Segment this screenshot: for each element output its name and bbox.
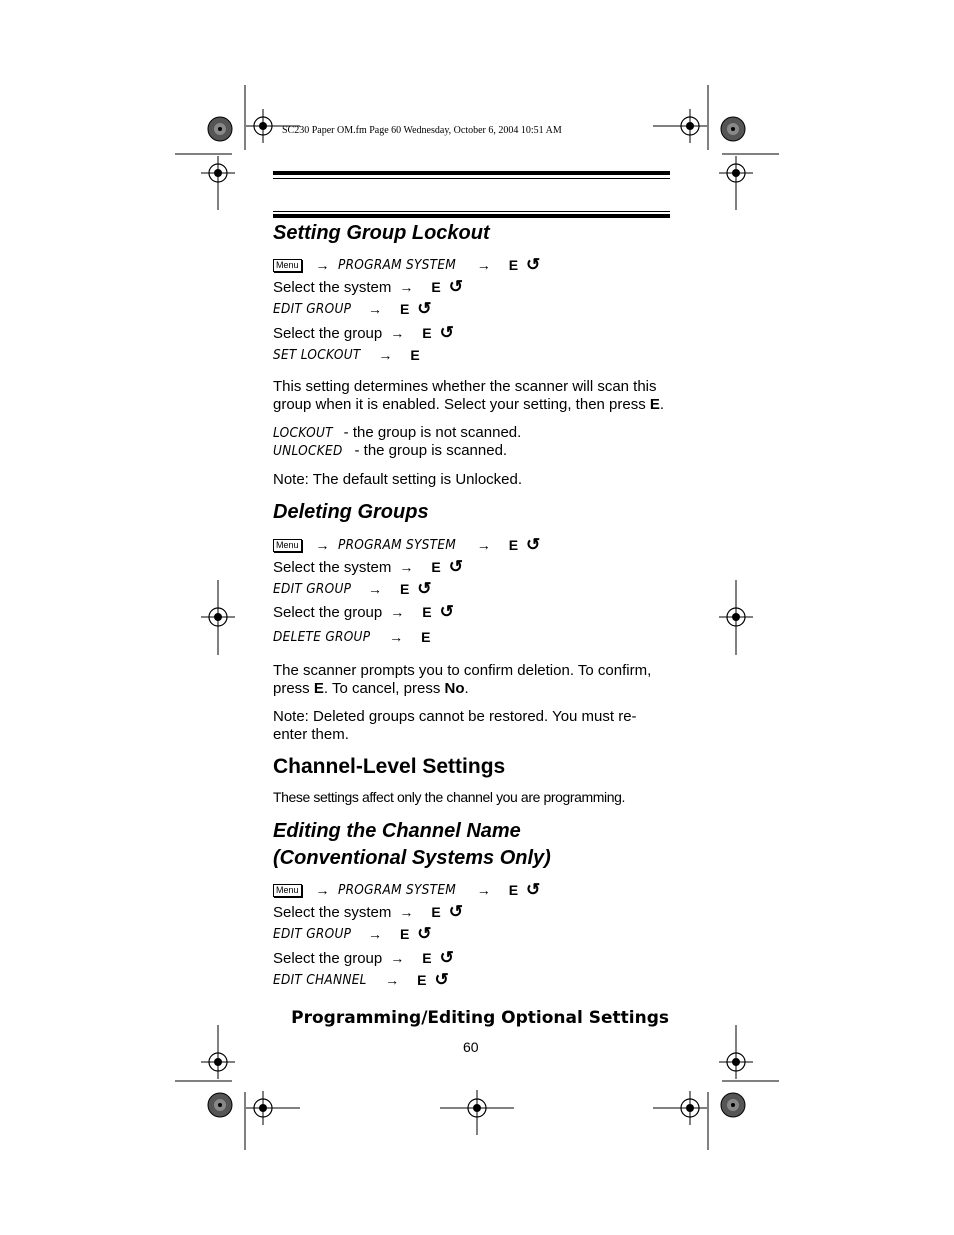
text-bold: No: [444, 680, 465, 697]
arrow-right-icon: →: [315, 257, 330, 273]
arrow-right-icon: →: [476, 882, 491, 898]
step-label: Select the system: [273, 903, 392, 921]
e-key-icon: E: [417, 972, 427, 988]
paragraph-lockout-description: [273, 378, 673, 414]
rotate-knob-icon: ↺: [526, 255, 541, 274]
e-key-icon: E: [422, 950, 432, 966]
step-select-system: [273, 276, 463, 298]
e-key-icon: E: [399, 581, 410, 597]
text: This setting determines whether the scanner will scan this group when it is enabled. Select your setting, then press: [273, 378, 657, 413]
rotate-knob-icon: ↺: [448, 277, 463, 296]
text: - the group is not scanned.: [339, 424, 522, 441]
text: The scanner prompts you to confirm deletion. To confirm, press: [273, 662, 652, 697]
star-target-icon: [208, 117, 232, 141]
step-edit-group: [273, 298, 432, 320]
arrow-right-icon: →: [389, 629, 404, 645]
rotate-knob-icon: ↺: [439, 323, 454, 342]
lcd-text: EDIT CHANNEL: [273, 972, 367, 988]
text: .: [464, 680, 469, 697]
top-rule-thin: [273, 178, 670, 179]
e-key-icon: E: [508, 537, 519, 553]
rotate-knob-icon: ↺: [448, 557, 463, 576]
lcd-text: EDIT GROUP: [273, 301, 352, 317]
e-key-icon: E: [431, 559, 441, 575]
lcd-text: UNLOCKED: [273, 443, 343, 459]
arrow-right-icon: →: [390, 950, 405, 966]
arrow-right-icon: →: [367, 926, 382, 942]
step-edit-group: [273, 578, 432, 600]
menu-key-icon: Menu: [273, 259, 302, 272]
e-key-icon: E: [422, 604, 432, 620]
paragraph-confirm-deletion: [273, 662, 673, 698]
step-label: Select the system: [273, 558, 392, 576]
arrow-right-icon: →: [315, 537, 330, 553]
arrow-right-icon: →: [399, 904, 414, 920]
e-key-icon: E: [410, 347, 420, 363]
rotate-knob-icon: ↺: [434, 970, 449, 989]
step-select-system: [273, 556, 463, 578]
arrow-right-icon: →: [390, 325, 405, 341]
rotate-knob-icon: ↺: [439, 602, 454, 621]
step-label: Select the group: [273, 324, 383, 342]
rotate-knob-icon: ↺: [417, 299, 432, 318]
e-key-icon: E: [399, 926, 410, 942]
section-rule-thin: [273, 211, 670, 212]
e-key-icon: E: [508, 257, 519, 273]
page-number: 60: [463, 1039, 479, 1055]
rotate-knob-icon: ↺: [448, 902, 463, 921]
note-deleted-groups: Note: Deleted groups cannot be restored. You must re-enter them.: [273, 708, 637, 743]
step-label: Select the group: [273, 603, 383, 621]
arrow-right-icon: →: [399, 559, 414, 575]
step-edit-group: [273, 923, 432, 945]
lcd-text: PROGRAM SYSTEM: [337, 882, 456, 898]
step-delete-group: [273, 626, 430, 648]
step-edit-channel: [273, 969, 449, 991]
star-target-icon: [208, 1093, 232, 1117]
section-title-setting-group-lockout: Setting Group Lockout: [273, 222, 490, 244]
section-subtitle: These settings affect only the channel you are programming.: [273, 789, 626, 805]
section-title-deleting-groups: Deleting Groups: [273, 501, 429, 523]
lcd-text: PROGRAM SYSTEM: [337, 537, 456, 553]
lcd-text: EDIT GROUP: [273, 581, 352, 597]
star-target-icon: [721, 117, 745, 141]
lcd-text: PROGRAM SYSTEM: [337, 257, 456, 273]
step-select-group: [273, 322, 454, 344]
unlocked-option: [273, 442, 673, 460]
step-select-group: [273, 601, 454, 623]
rotate-knob-icon: ↺: [439, 948, 454, 967]
e-key-icon: E: [431, 279, 441, 295]
print-header-stamp: SC230 Paper OM.fm Page 60 Wednesday, October 6, 2004 10:51 AM: [282, 125, 562, 136]
arrow-right-icon: →: [367, 301, 382, 317]
e-key-icon: E: [399, 301, 410, 317]
text: . To cancel, press: [323, 680, 445, 697]
arrow-right-icon: →: [378, 347, 393, 363]
menu-key-icon: Menu: [273, 539, 302, 552]
text-bold: E: [313, 680, 324, 697]
step-select-system: [273, 901, 463, 923]
rotate-knob-icon: ↺: [417, 579, 432, 598]
menu-key-icon: Menu: [273, 884, 302, 897]
arrow-right-icon: →: [399, 279, 414, 295]
lcd-text: SET LOCKOUT: [273, 347, 361, 363]
section-rule: [273, 214, 670, 218]
lcd-text: DELETE GROUP: [273, 629, 371, 645]
e-key-icon: E: [508, 882, 519, 898]
step-menu-program-system: [273, 879, 540, 901]
arrow-right-icon: →: [367, 581, 382, 597]
rotate-knob-icon: ↺: [526, 535, 541, 554]
rotate-knob-icon: ↺: [417, 924, 432, 943]
text: - the group is scanned.: [350, 442, 508, 459]
step-menu-program-system: [273, 254, 540, 276]
step-menu-program-system: [273, 534, 540, 556]
top-rule: [273, 171, 670, 175]
arrow-right-icon: →: [390, 604, 405, 620]
section-title-channel-level-settings: Channel-Level Settings: [273, 755, 506, 778]
step-set-lockout: [273, 344, 420, 366]
e-key-icon: E: [431, 904, 441, 920]
arrow-right-icon: →: [315, 882, 330, 898]
rotate-knob-icon: ↺: [526, 880, 541, 899]
footer-chapter-title: Programming/Editing Optional Settings: [291, 1008, 669, 1028]
text: .: [659, 396, 665, 413]
lcd-text: EDIT GROUP: [273, 926, 352, 942]
section-title-conventional-only: (Conventional Systems Only): [273, 847, 551, 869]
section-title-editing-channel-name: Editing the Channel Name: [273, 820, 521, 842]
lockout-option: [273, 424, 673, 442]
step-label: Select the group: [273, 949, 383, 967]
note-default-setting: Note: The default setting is Unlocked.: [273, 471, 523, 488]
arrow-right-icon: →: [476, 257, 491, 273]
lcd-text: LOCKOUT: [273, 425, 333, 441]
step-select-group: [273, 947, 454, 969]
e-key-icon: E: [421, 629, 431, 645]
arrow-right-icon: →: [385, 972, 400, 988]
text-bold: E: [649, 396, 660, 413]
arrow-right-icon: →: [476, 537, 491, 553]
step-label: Select the system: [273, 278, 392, 296]
star-target-icon: [721, 1093, 745, 1117]
e-key-icon: E: [422, 325, 432, 341]
